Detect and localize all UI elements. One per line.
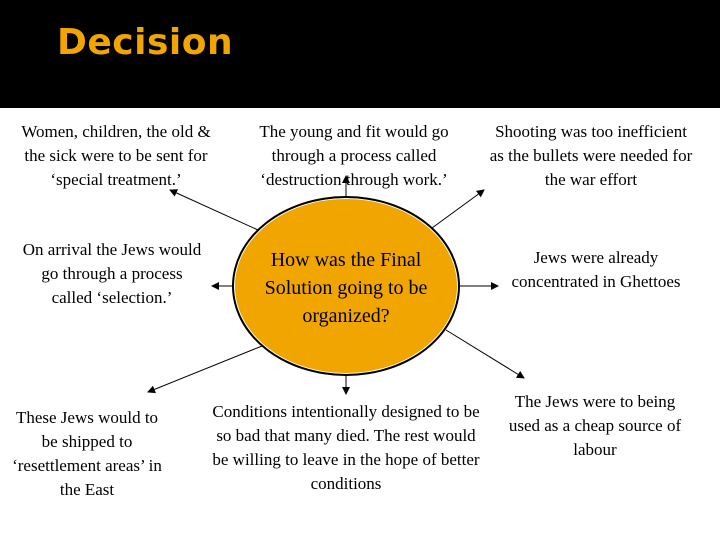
note-resettlement: These Jews would to be shipped to ‘resettlement areas’ in the East [12,408,162,499]
note-cheap-labour: The Jews were to being used as a cheap source of labour [508,392,682,459]
note-conditions: Conditions intentionally designed to be so bad that many died. The rest would be willing to leave in the hope of better conditions [212,402,480,493]
central-question: How was the Final Solution going to be organized? [264,249,428,327]
arrow-top-right [432,190,484,228]
arrow-bottom-right [446,330,524,378]
note-special-treatment: Women, children, the old & the sick were to be sent for ‘special treatment.’ [21,122,211,189]
note-destruction-through-work: The young and fit would go through a process called ‘destruction through work.’ [259,122,449,189]
note-shooting-inefficient: Shooting was too inefficient as the bullets were needed for the war effort [489,122,693,189]
slide-title: Decision [57,22,234,63]
note-ghettoes: Jews were already concentrated in Ghettoes [511,248,681,291]
note-selection: On arrival the Jews would go through a process called ‘selection.’ [22,240,202,307]
arrow-bottom-left [148,346,262,392]
arrow-top-left [170,190,258,230]
